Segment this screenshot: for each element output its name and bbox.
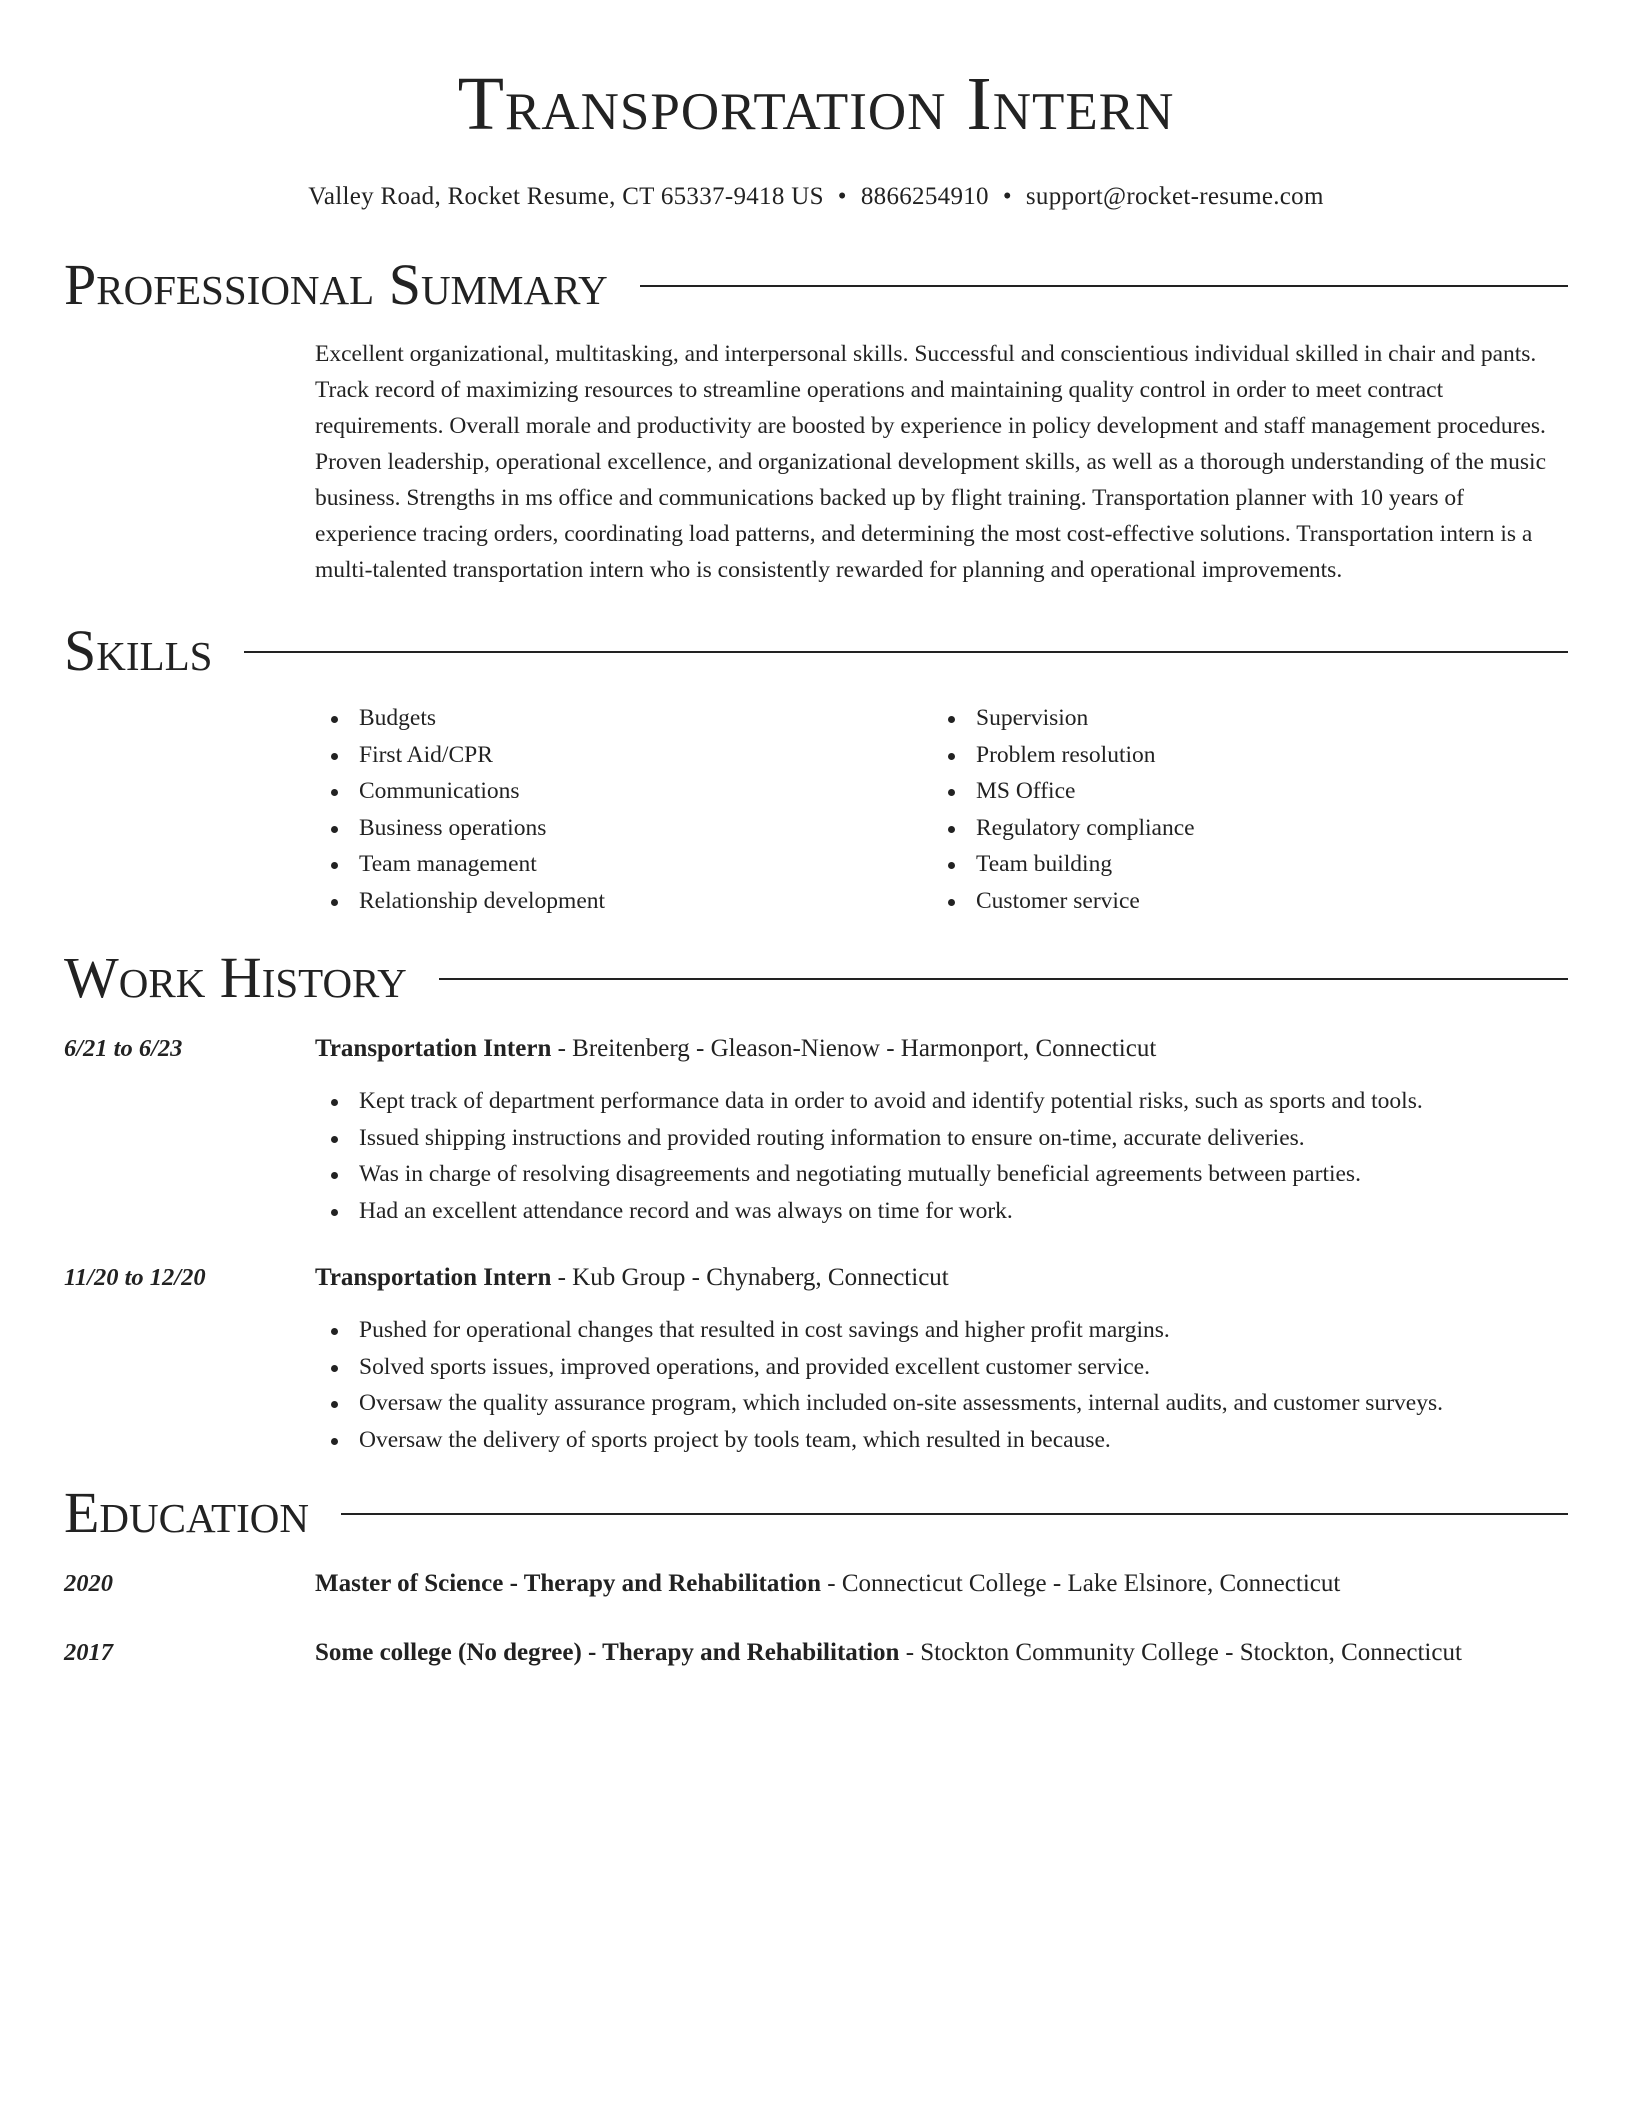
summary-heading: Professional Summary <box>64 252 608 317</box>
skill-item: MS Office <box>932 773 1549 810</box>
job-title-line <box>315 1260 1568 1296</box>
section-divider <box>439 978 1568 980</box>
skill-item: First Aid/CPR <box>315 737 932 774</box>
contact-separator: • <box>837 183 847 210</box>
education-details: - Connecticut College - Lake Elsinore, Connecticut <box>821 1570 1341 1597</box>
section-divider <box>640 285 1568 287</box>
contact-phone: 8866254910 <box>860 183 989 210</box>
job-details: - Breitenberg - Gleason-Nienow - Harmonport, Connecticut <box>551 1035 1157 1062</box>
contact-email: support@rocket-resume.com <box>1025 183 1324 210</box>
skill-item: Customer service <box>932 883 1549 920</box>
skill-item: Regulatory compliance <box>932 810 1549 847</box>
job-bullet: Kept track of department performance data in order to avoid and identify potential risks, such as sports and tools. <box>315 1083 1568 1120</box>
job-dates: 11/20 to 12/20 <box>64 1264 206 1291</box>
contact-separator: • <box>1002 183 1012 210</box>
job-bullet: Oversaw the delivery of sports project by tools team, which resulted in because. <box>315 1422 1568 1459</box>
job-bullet: Was in charge of resolving disagreements and negotiating mutually beneficial agreements between parties. <box>315 1156 1568 1193</box>
summary-section-heading <box>64 250 1568 320</box>
skill-item: Budgets <box>315 700 932 737</box>
job-entry <box>64 1260 1568 1458</box>
education-details: - Stockton Community College - Stockton, Connecticut <box>899 1639 1462 1666</box>
education-section-heading <box>64 1478 1568 1548</box>
work-section-heading <box>64 943 1568 1013</box>
skill-item: Team management <box>315 846 932 883</box>
resume-page <box>64 0 1568 1671</box>
skills-heading: Skills <box>64 618 213 683</box>
education-heading: Education <box>64 1480 309 1545</box>
job-body <box>315 1260 1568 1458</box>
skills-column-left <box>315 700 932 919</box>
skill-item: Relationship development <box>315 883 932 920</box>
job-bullet: Issued shipping instructions and provided routing information to ensure on-time, accurate deliveries. <box>315 1120 1568 1157</box>
job-title: Transportation Intern <box>315 1264 552 1291</box>
section-divider <box>244 651 1568 653</box>
job-bullet: Pushed for operational changes that resulted in cost savings and higher profit margins. <box>315 1312 1568 1349</box>
skills-column-right <box>932 700 1549 919</box>
education-year: 2020 <box>64 1570 113 1597</box>
education-line <box>315 1635 1568 1671</box>
job-title-line <box>315 1031 1568 1067</box>
education-body <box>315 1566 1568 1602</box>
education-entry <box>64 1635 1568 1671</box>
resume-name: Transportation Intern <box>457 62 1175 146</box>
skill-item: Team building <box>932 846 1549 883</box>
work-heading: Work History <box>64 945 407 1010</box>
job-entry <box>64 1031 1568 1229</box>
skill-item: Problem resolution <box>932 737 1549 774</box>
education-line <box>315 1566 1568 1602</box>
education-degree: Some college (No degree) - Therapy and Rehabilitation <box>315 1639 900 1666</box>
education-entry <box>64 1566 1568 1602</box>
section-divider <box>341 1513 1568 1515</box>
job-details: - Kub Group - Chynaberg, Connecticut <box>551 1264 949 1291</box>
education-body <box>315 1635 1568 1671</box>
job-bullet: Had an excellent attendance record and was always on time for work. <box>315 1193 1568 1230</box>
job-body <box>315 1031 1568 1229</box>
skills-list <box>315 700 1568 919</box>
skill-item: Supervision <box>932 700 1549 737</box>
contact-line <box>64 182 1568 212</box>
skill-item: Communications <box>315 773 932 810</box>
job-dates: 6/21 to 6/23 <box>64 1035 183 1062</box>
job-bullets <box>315 1083 1568 1229</box>
contact-address: Valley Road, Rocket Resume, CT 65337-9418 US <box>308 183 824 210</box>
job-bullet: Solved sports issues, improved operations, and provided excellent customer service. <box>315 1349 1568 1386</box>
job-title: Transportation Intern <box>315 1035 552 1062</box>
job-bullets <box>315 1312 1568 1458</box>
skill-item: Business operations <box>315 810 932 847</box>
education-degree: Master of Science - Therapy and Rehabilitation <box>315 1570 822 1597</box>
summary-text: Excellent organizational, multitasking, and interpersonal skills. Successful and conscientious individual skilled in chair and pants. Track record of maximizing resources to streamline operations and maintaining quality control in order to meet contract requirements. Overall morale and productivity are boosted by experience in policy development and staff management procedures. Proven leadership, operational excellence, and organizational development skills, as well as a thorough understanding of the music business. Strengths in ms office and communications backed up by flight training. Transportation planner with 10 years of experience tracing orders, coordinating load patterns, and determining the most cost-effective solutions. Transportation intern is a multi-talented transportation intern who is consistently rewarded for planning and operational improvements. <box>315 341 1546 583</box>
education-year: 2017 <box>64 1639 113 1666</box>
skills-section-heading <box>64 616 1568 686</box>
job-bullet: Oversaw the quality assurance program, which included on-site assessments, internal audits, and customer surveys. <box>315 1385 1568 1422</box>
